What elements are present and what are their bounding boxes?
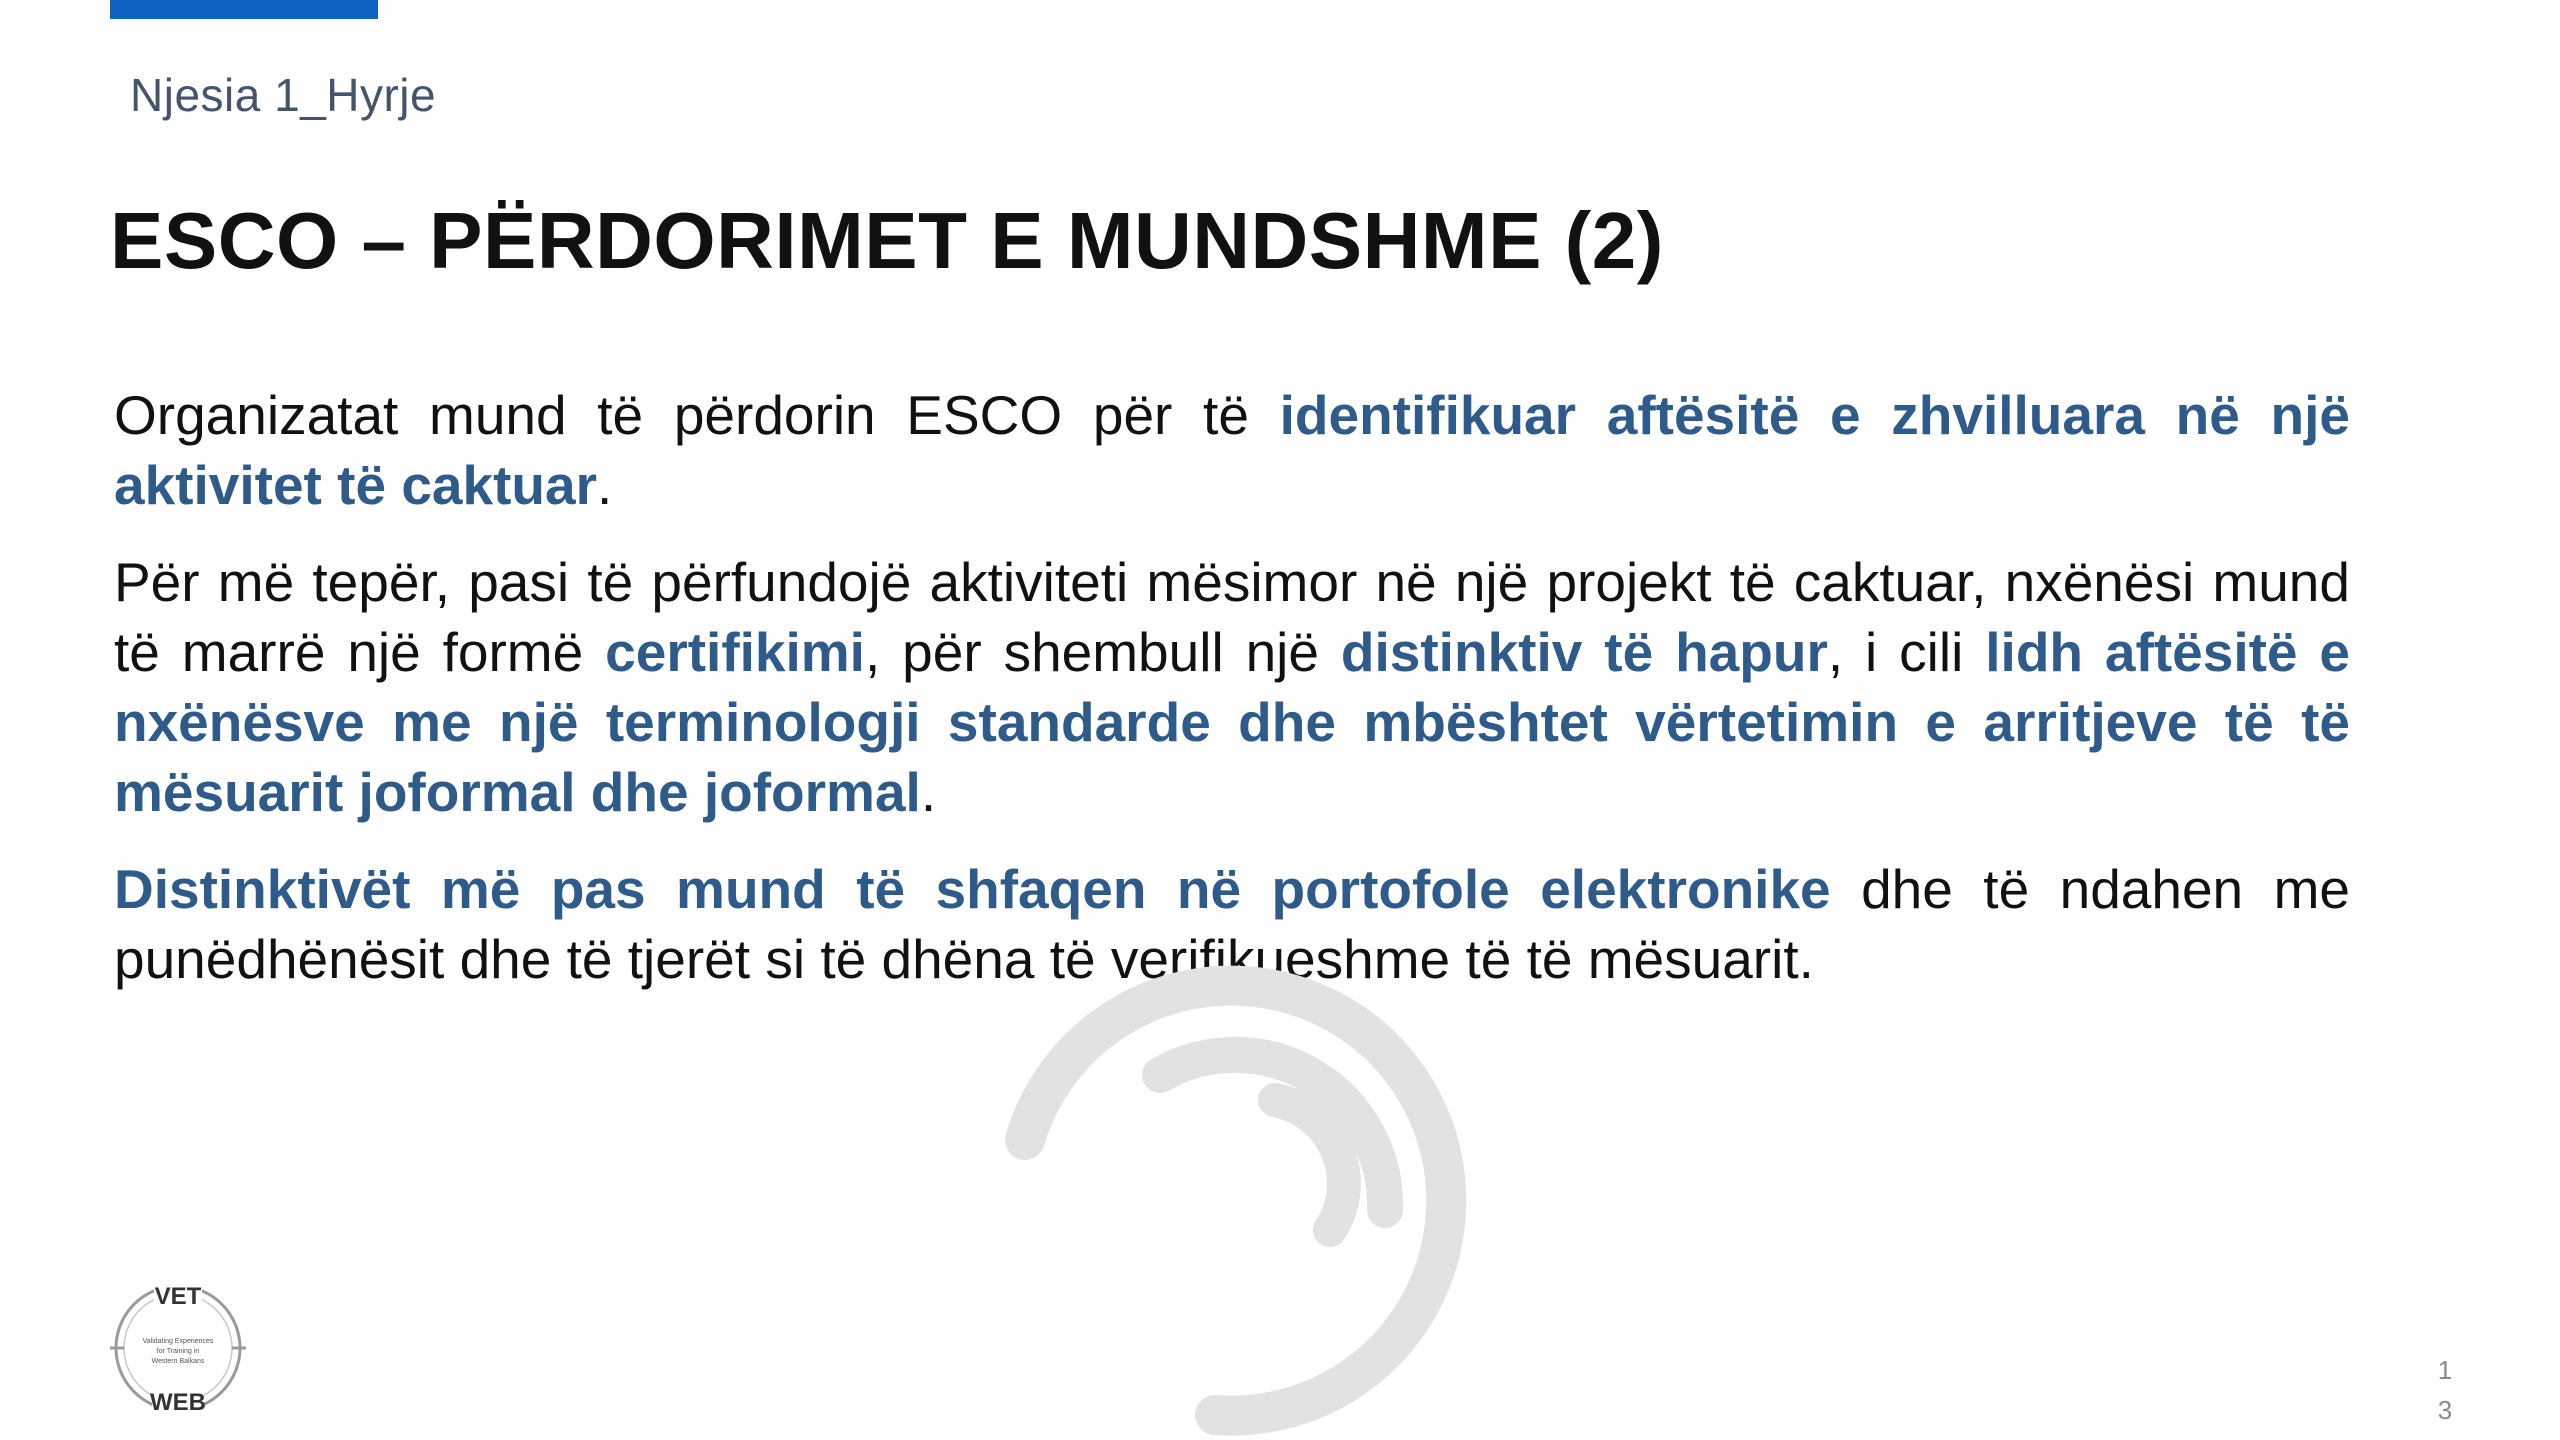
highlight-segment: Distinktivët më pas mund të shfaqen në portofole elektronike (114, 858, 1831, 920)
text-segment: dhe të ndahen me punëdhënësit dhe të tjerët si të dhëna të verifikueshme të të mësuarit. (114, 858, 2350, 990)
logo-tagline: Western Balkans (151, 1358, 205, 1365)
text-segment: Për më tepër, pasi të përfundojë aktiviteti mësimor në një projekt të caktuar, nxënësi mund të marrë një formë (114, 551, 2350, 683)
slide-body (114, 380, 2350, 1021)
highlight-segment: certifikimi (605, 621, 865, 683)
text-segment: . (920, 761, 937, 823)
paragraph-2 (114, 547, 2350, 827)
highlight-segment: lidh aftësitë e nxënësve me një terminologji standarde dhe mbështet vërtetimin e arritjeve të të mësuarit joformal dhe joformal (114, 621, 2351, 823)
highlight-segment: distinktiv të hapur (1340, 621, 1828, 683)
logo-top-text: VET (154, 1283, 202, 1310)
page-number (2430, 1350, 2460, 1430)
page-number-digit: 3 (2437, 1395, 2453, 1425)
paragraph-1 (114, 380, 2350, 520)
logo-bottom-text: WEB (150, 1389, 206, 1416)
highlight-segment: identifikuar aftësitë e zhvilluara në një aktivitet të caktuar (114, 384, 2350, 516)
page-number-digit: 1 (2437, 1355, 2453, 1385)
text-segment: . (597, 454, 613, 516)
page-title: ESCO – PËRDORIMET E MUNDSHME (2) (110, 196, 1664, 285)
unit-label: Njesia 1_Hyrje (130, 69, 437, 121)
text-segment: , i cili (1827, 621, 1986, 683)
vet-web-logo-icon (108, 1278, 248, 1418)
top-accent-bar (110, 0, 378, 19)
concentric-arc-watermark-icon (990, 950, 1510, 1440)
logo-tagline: for Training in (156, 1348, 200, 1355)
text-segment: , për shembull një (864, 621, 1341, 683)
logo-tagline: Validating Experiences (142, 1338, 214, 1345)
text-segment: Organizatat mund të përdorin ESCO për të (114, 384, 1280, 446)
